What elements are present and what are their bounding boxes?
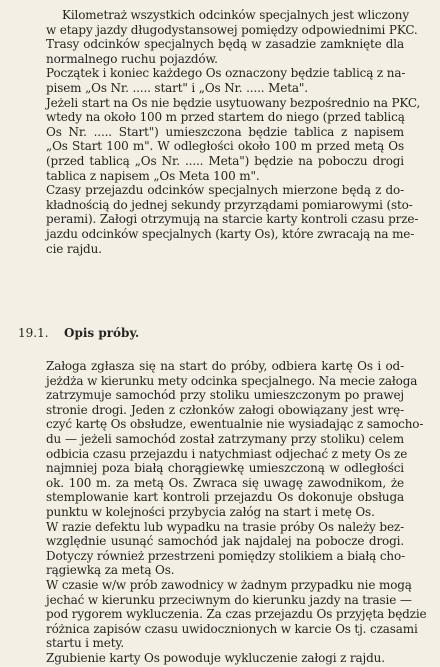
text-line: zatrzymuje samochód przy stoliku umieszczonym po prawej [46,388,404,403]
text-line: Początek i koniec każdego Os oznaczony będzie tablicą z na- [46,66,406,81]
text-line: różnica zapisów czasu uwidocznionych w karcie Os tj. czasami [46,621,418,636]
text-line: Jeżeli start na Os nie będzie usytuowany bezpośrednio na PKC, [46,95,421,110]
text-line: jazdu odcinków specjalnych (karty Os), które zwracają na me- [46,226,415,241]
text-line: pisem „Os Nr. ..... start" i „Os Nr. ..... Meta". [46,80,308,95]
text-line: Trasy odcinków specjalnych będą w zasadzie zamknięte dla [46,37,404,52]
text-line: odbicia czasu przejazdu i natychmiast odjechać z mety Os ze [46,446,408,461]
text-line: względnie usunąć samochód jak najdalej na pobocze drogi. [46,534,404,549]
text-line: du — jeżeli samochód został zatrzymany przy stoliku) celem [46,431,404,446]
text-line: Kilometraż wszystkich odcinków specjalnych jest wliczony [62,8,409,22]
section-title: Opis próby. [64,326,140,340]
text-line: jeżdża w kierunku mety odcinka specjalnego. Na mecie załoga [46,373,418,388]
text-line: czyć kartę Os obsłudze, ewentualnie nie wysiadając z samocho- [46,417,424,432]
text-line: kładnością do jednej sekundy przyrządami pomiarowymi (sto- [46,197,413,212]
text-line: W czasie w/w prób zawodnicy w żadnym przypadku nie mogą [46,577,412,592]
text-line: Os Nr. ..... Start") umieszczona będzie tablica z napisem [46,124,404,139]
text-line: Załoga zgłasza się na start do próby, odbiera kartę Os i od- [46,359,404,373]
text-line: Czasy przejazdu odcinków specjalnych mierzone będą z do- [46,183,404,198]
text-line: wtedy na około 100 m przed startem do niego (przed tablicą [46,110,405,125]
text-line: Zgubienie karty Os powoduje wykluczenie załogi z rajdu. [46,650,385,665]
text-line: (przed tablicą „Os Nr. ..... Meta") będzie na poboczu drogi [46,153,404,168]
text-line: normalnego ruchu pojazdów. [46,51,218,66]
text-line: Dotyczy również przestrzeni pomiędzy stolikiem a białą cho- [46,548,405,563]
text-line: stemplowanie kart kontroli przejazdu Os dokonuje obsługa [46,490,404,505]
text-line: cie rajdu. [46,241,102,256]
text-line: najmniej poza białą chorągiewkę umieszczoną w odległości [46,461,404,476]
text-line: startu i mety. [46,636,125,651]
text-line: jechać w kierunku przeciwnym do kierunku jazdy na trasie — [46,592,412,607]
text-line: pod rygorem wykluczenia. Za czas przejazdu Os przyjęta będzie [46,607,427,622]
section-number: 19.1. [18,326,49,340]
text-line: perami). Załogi otrzymują na starcie karty kontroli czasu prze- [46,212,419,227]
text-line: tablica z napisem „Os Meta 100 m". [46,168,260,183]
text-line: punktu w kolejności przybycia załóg na start i metę Os. [46,504,375,519]
text-line: w etapy jazdy długodystansowej pomiędzy odpowiednimi PKC. [46,22,418,37]
section-body-paragraphs [46,359,427,665]
text-line: „Os Start 100 m". W odległości około 100 m przed metą Os [46,139,404,154]
text-line: stronie drogi. Jeden z członków załogi obowiązany jest wrę- [46,402,404,417]
text-line: ok. 100 m. za metą Os. Zwraca się uwagę zawodnikom, że [46,475,404,490]
text-line: rągiewką za metą Os. [46,563,175,578]
intro-paragraphs [46,8,421,256]
text-line: W razie defektu lub wypadku na trasie próby Os należy bez- [46,519,404,534]
